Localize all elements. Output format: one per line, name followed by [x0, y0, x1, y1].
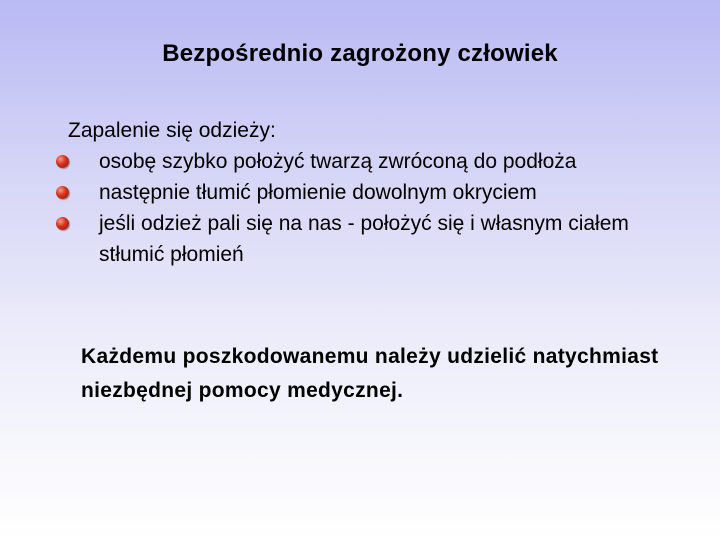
bullet-text: jeśli odzież pali się na nas - położyć się i własnym ciałem stłumić płomień	[99, 212, 629, 266]
bullet-icon	[56, 217, 69, 230]
list-item	[0, 177, 689, 208]
bullet-list	[0, 146, 720, 270]
bullet-text: następnie tłumić płomienie dowolnym okryciem	[99, 181, 537, 204]
slide-title: Bezpośrednio zagrożony człowiek	[162, 40, 558, 67]
list-item	[0, 146, 689, 177]
bullet-text: osobę szybko położyć twarzą zwróconą do podłoża	[99, 150, 577, 173]
bullet-icon	[56, 186, 69, 199]
closing-note: Każdemu poszkodowanemu należy udzielić natychmiast niezbędnej pomocy medycznej.	[81, 345, 659, 402]
list-item	[0, 208, 689, 270]
section-heading: Zapalenie się odzieży:	[68, 119, 276, 142]
bullet-icon	[56, 155, 69, 168]
